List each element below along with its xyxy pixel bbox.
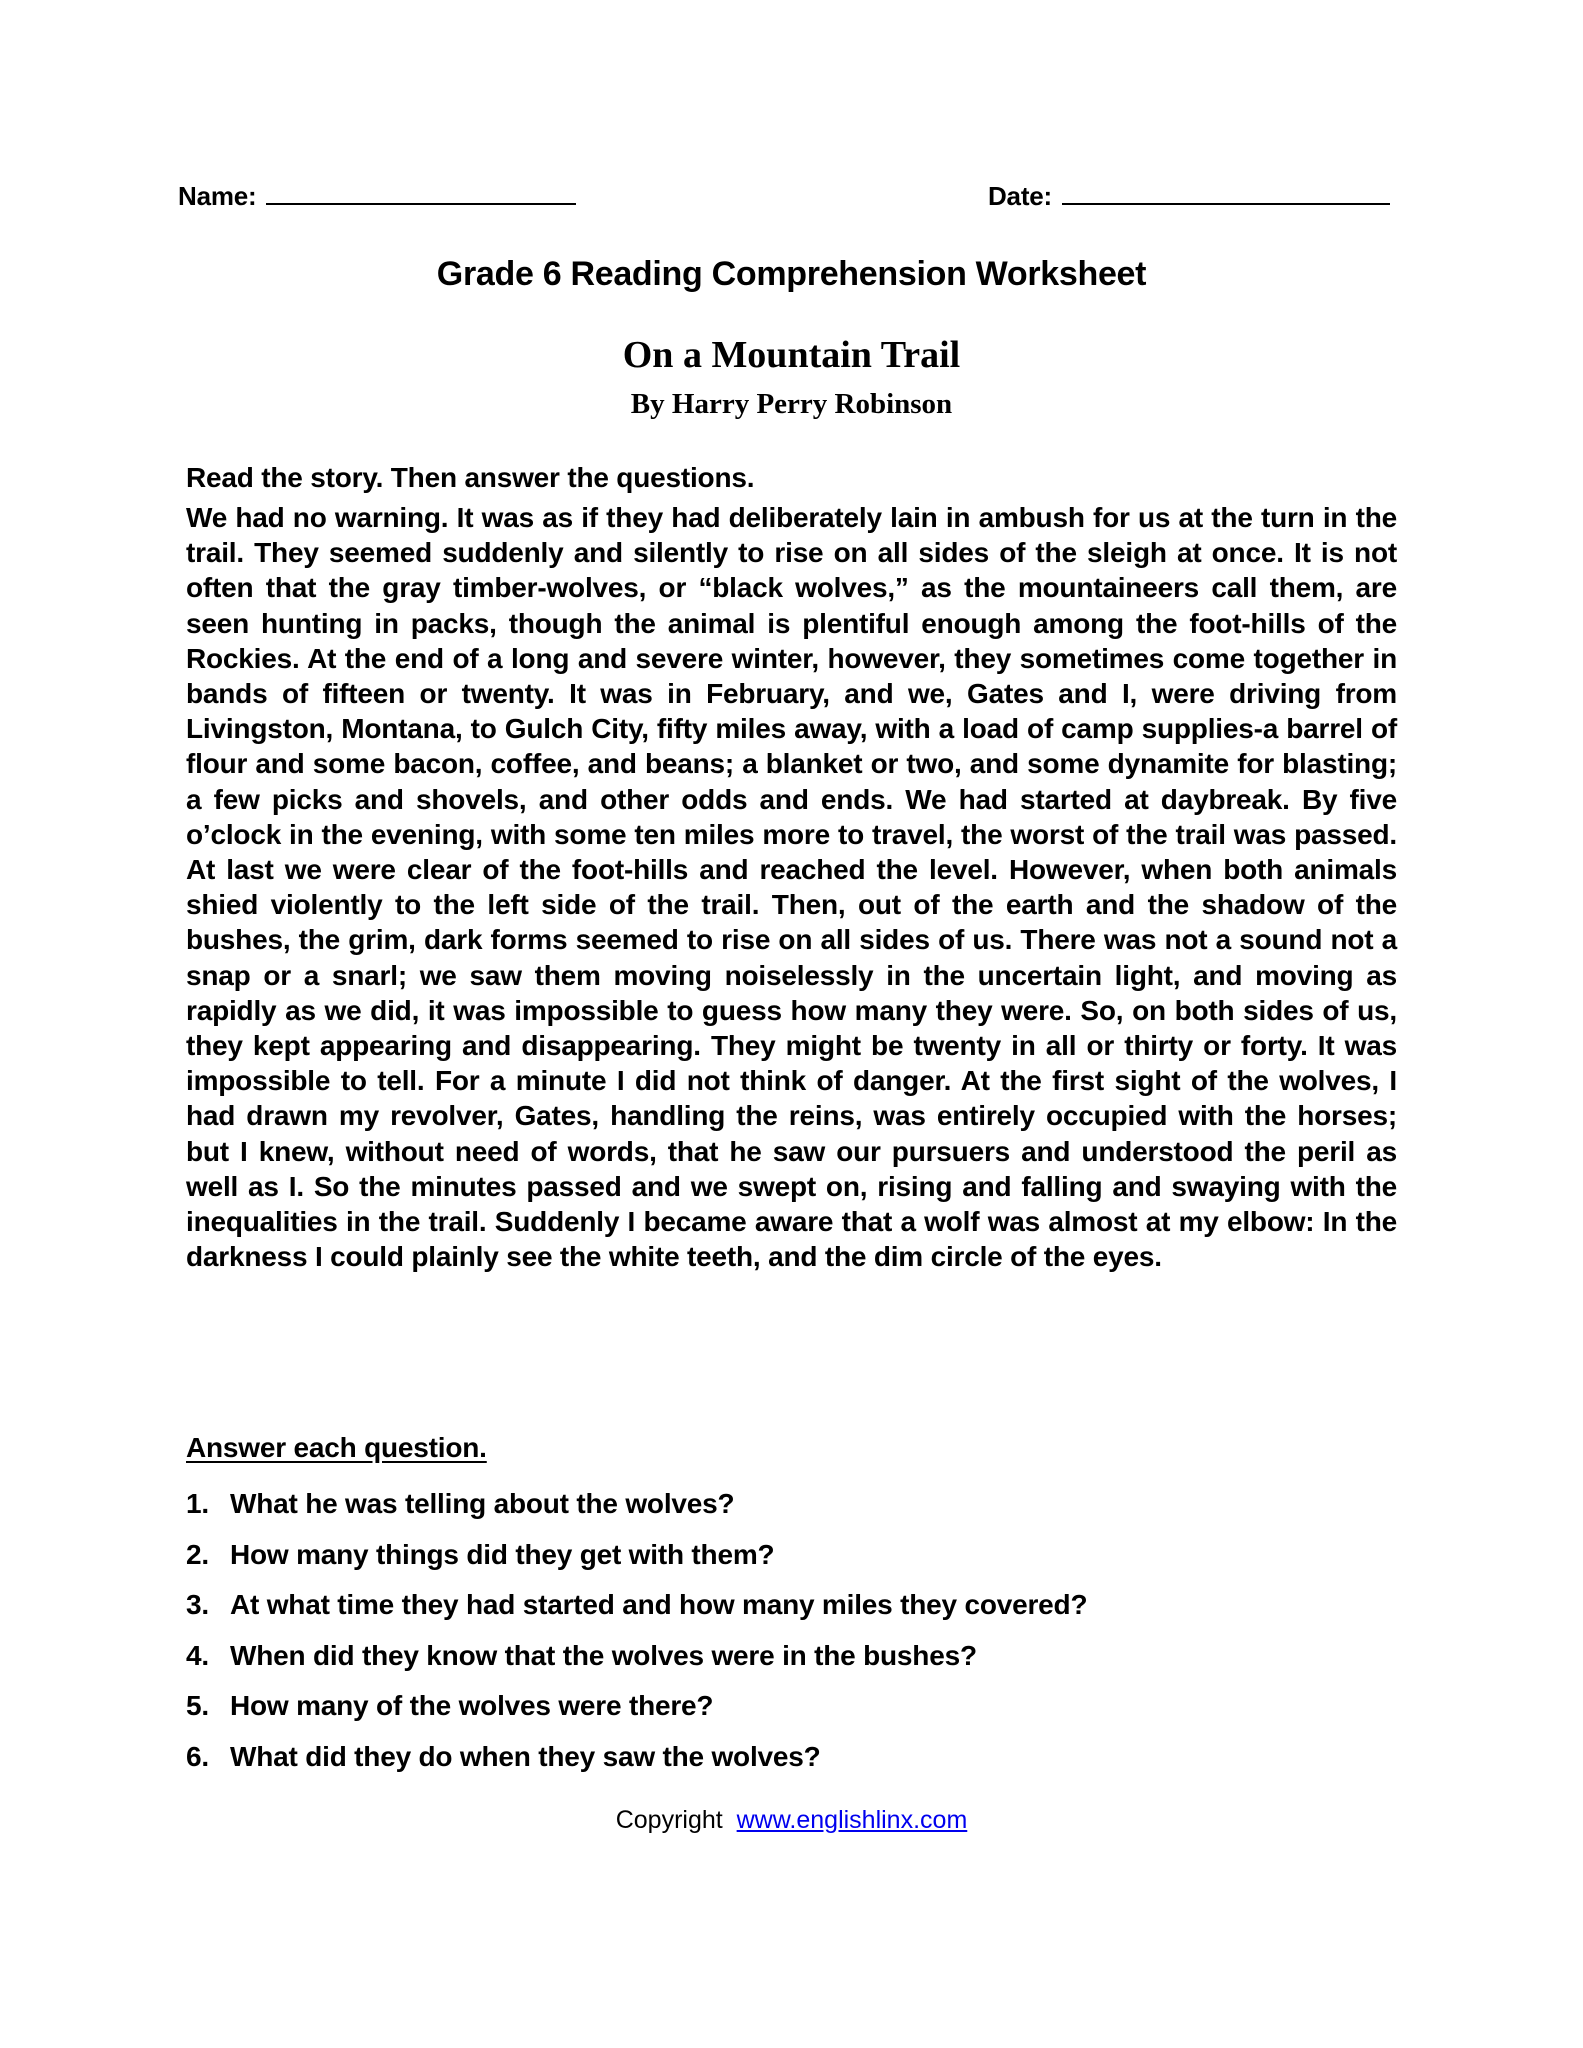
footer xyxy=(0,1806,1583,1835)
question-text: When did they know that the wolves were in the bushes? xyxy=(230,1639,977,1671)
question-item[interactable] xyxy=(186,1741,1397,1773)
answer-each-question-heading: Answer each question. xyxy=(186,1432,487,1463)
date-write-line[interactable] xyxy=(1062,202,1390,205)
question-item[interactable] xyxy=(186,1640,1397,1672)
question-number: 1. xyxy=(186,1488,209,1519)
date-field[interactable] xyxy=(988,183,1390,209)
question-item[interactable] xyxy=(186,1488,1397,1520)
question-item[interactable] xyxy=(186,1589,1397,1621)
name-date-row xyxy=(178,183,1390,209)
story-title: On a Mountain Trail xyxy=(622,334,961,376)
question-text: What did they do when they saw the wolves? xyxy=(230,1740,821,1772)
name-write-line[interactable] xyxy=(266,202,576,205)
story-passage: We had no warning. It was as if they had deliberately lain in ambush for us at the turn in the trail. They seemed suddenly and silently to rise on all sides of the sleigh at once. It is not often that the gray timber-wolves, or “black wolves,” as the mountaineers call them, are seen hunting in packs, though the animal is plentiful enough among the foot-hills of the Rockies. At the end of a long and severe winter, however, they sometimes come together in bands of fifteen or twenty. It was in February, and we, Gates and I, were driving from Livingston, Montana, to Gulch City, fifty miles away, with a load of camp supplies-a barrel of flour and some bacon, coffee, and beans; a blanket or two, and some dynamite for blasting; a few picks and shovels, and other odds and ends. We had started at daybreak. By five o’clock in the evening, with some ten miles more to travel, the worst of the trail was passed. At last we were clear of the foot-hills and reached the level. However, when both animals shied violently to the left side of the trail. Then, out of the earth and the shadow of the bushes, the grim, dark forms seemed to rise on all sides of us. There was not a sound not a snap or a snarl; we saw them moving noiselessly in the uncertain light, and moving as rapidly as we did, it was impossible to guess how many they were. So, on both sides of us, they kept appearing and disappearing. They might be twenty in all or thirty or forty. It was impossible to tell. For a minute I did not think of danger. At the first sight of the wolves, I had drawn my revolver, Gates, handling the reins, was entirely occupied with the horses; but I knew, without need of words, that he saw our pursuers and understood the peril as well as I. So the minutes passed and we swept on, rising and falling and swaying with the inequalities in the trail. Suddenly I became aware that a wolf was almost at my elbow: In the darkness I could plainly see the white teeth, and the dim circle of the eyes. xyxy=(186,502,1397,1273)
question-number: 2. xyxy=(186,1538,209,1570)
question-number: 3. xyxy=(186,1589,209,1620)
englishlinx-link[interactable]: www.englishlinx.com xyxy=(736,1806,968,1834)
read-instruction: Read the story. Then answer the questions. xyxy=(186,462,755,493)
question-item[interactable] xyxy=(186,1539,1397,1571)
question-number: 5. xyxy=(186,1690,209,1721)
story-author: By Harry Perry Robinson xyxy=(630,388,953,420)
question-number: 4. xyxy=(186,1639,209,1671)
questions-list xyxy=(186,1488,1397,1791)
worksheet-title: Grade 6 Reading Comprehension Worksheet xyxy=(436,255,1147,293)
question-text: How many things did they get with them? xyxy=(230,1538,775,1570)
question-text: What he was telling about the wolves? xyxy=(230,1488,735,1519)
name-label: Name: xyxy=(178,181,257,211)
date-label: Date: xyxy=(987,181,1052,211)
question-item[interactable] xyxy=(186,1690,1397,1722)
question-text: At what time they had started and how many miles they covered? xyxy=(230,1589,1088,1620)
question-text: How many of the wolves were there? xyxy=(230,1690,714,1721)
name-field[interactable] xyxy=(178,183,576,209)
question-number: 6. xyxy=(186,1740,209,1772)
copyright-label: Copyright xyxy=(615,1806,723,1834)
